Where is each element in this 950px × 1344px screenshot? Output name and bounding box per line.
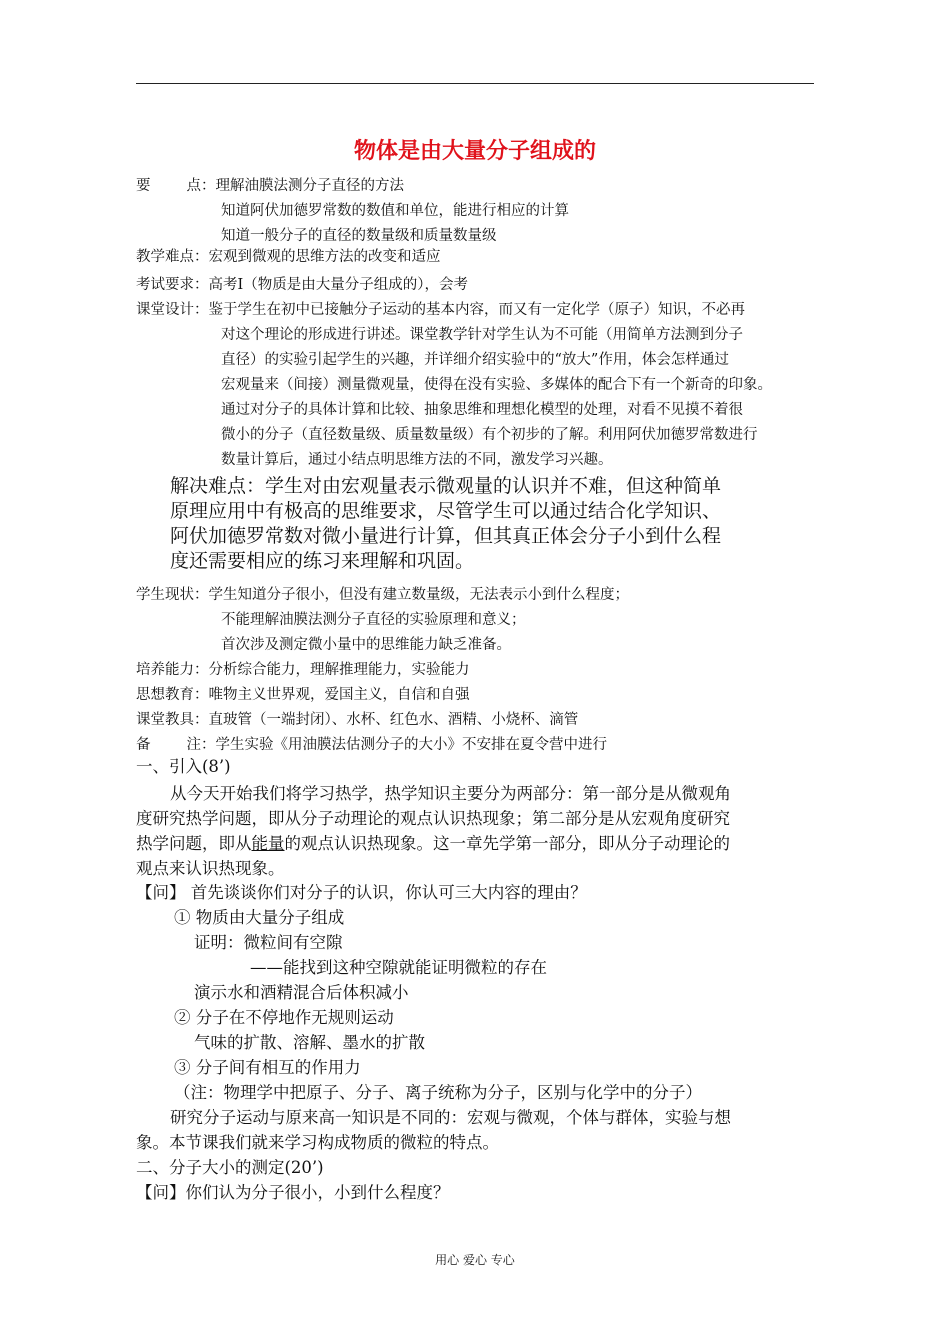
section1-para-4: 观点来认识热现象。 — [136, 859, 285, 878]
section1-para-2: 度研究热学问题，即从分子动理论的观点认识热现象；第二部分是从宏观角度研究 — [136, 809, 730, 828]
item-3: ③ 分子间有相互的作用力 — [174, 1058, 361, 1077]
section1-close-2: 象。本节课我们就来学习构成物质的微粒的特点。 — [136, 1133, 499, 1152]
design-text-7: 数量计算后，通过小结点明思维方法的不同，激发学习兴趣。 — [221, 452, 613, 468]
ability-text: 分析综合能力，理解推理能力，实验能力 — [208, 662, 470, 678]
design-text-6: 微小的分子（直径数量级、质量数量级）有个初步的了解。利用阿伏加德罗常数进行 — [221, 427, 758, 443]
status-line-1 — [136, 585, 629, 605]
section1-close-1: 研究分子运动与原来高一知识是不同的：宏观与微观，个体与群体，实验与想 — [170, 1108, 731, 1127]
page-title: 物体是由大量分子组成的 — [353, 139, 596, 164]
design-label: 课堂设计： — [136, 302, 209, 318]
status-text-1: 学生知道分子很小，但没有建立数量级，无法表示小到什么程度； — [208, 587, 629, 603]
status-label: 学生现状： — [136, 587, 209, 603]
exam-line — [136, 275, 468, 295]
section2-heading: 二、分子大小的测定(20’) — [136, 1158, 324, 1177]
key-point-2: 知道阿伏加德罗常数的数值和单位，能进行相应的计算 — [221, 203, 569, 219]
note-text: 学生实验《用油膜法估测分子的大小》不安排在夏令营中进行 — [215, 737, 607, 753]
solve-line-3: 阿伏加德罗常数对微小量进行计算，但其真正体会分子小到什么程 — [170, 525, 722, 547]
design-line-1 — [136, 300, 745, 320]
difficulty-line — [136, 247, 441, 267]
difficulty-label: 教学难点： — [136, 249, 209, 265]
solve-line-2: 原理应用中有极高的思维要求，尽管学生可以通过结合化学知识、 — [170, 500, 722, 522]
design-text-3: 直径）的实验引起学生的兴趣，并详细介绍实验中的“放大”作用，体会怎样通过 — [221, 352, 729, 368]
key-points-label-a: 要 — [136, 178, 151, 194]
status-text-3: 首次涉及测定微小量中的思维能力缺乏准备。 — [221, 637, 511, 653]
page-footer: 用心 爱心 专心 — [435, 1253, 515, 1267]
question-1: 【问】 首先谈谈你们对分子的认识，你认可三大内容的理由？ — [136, 883, 587, 902]
section2-question: 【问】你们认为分子很小，小到什么程度？ — [136, 1183, 450, 1202]
exam-text: 高考Ⅰ（物质是由大量分子组成的），会考 — [208, 277, 468, 293]
tools-text: 直玻管（一端封闭）、水杯、红色水、酒精、小烧杯、滴管 — [208, 712, 579, 728]
key-points-line-1 — [136, 176, 404, 196]
ability-label: 培养能力： — [136, 662, 209, 678]
key-points-label-b: 点： — [186, 178, 216, 194]
section1-heading: 一、引入(8’) — [136, 757, 231, 776]
tools-line — [136, 710, 578, 730]
header-rule — [136, 83, 814, 84]
ideology-line — [136, 685, 470, 705]
key-point-3: 知道一般分子的直径的数量级和质量数量级 — [221, 228, 497, 244]
exam-label: 考试要求： — [136, 277, 209, 293]
ideology-label: 思想教育： — [136, 687, 209, 703]
item-note: （注：物理学中把原子、分子、离子统称为分子，区别与化学中的分子） — [174, 1083, 702, 1102]
difficulty-text: 宏观到微观的思维方法的改变和适应 — [208, 249, 441, 265]
design-text-5: 通过对分子的具体计算和比较、抽象思维和理想化模型的处理，对看不见摸不着很 — [221, 402, 743, 418]
note-label-b: 注： — [186, 737, 216, 753]
energy-term: 能量 — [251, 834, 285, 853]
design-text-1: 鉴于学生在初中已接触分子运动的基本内容，而又有一定化学（原子）知识，不必再 — [208, 302, 745, 318]
tools-label: 课堂教具： — [136, 712, 209, 728]
key-point-1: 理解油膜法测分子直径的方法 — [215, 178, 404, 194]
section1-para-1: 从今天开始我们将学习热学，热学知识主要分为两部分：第一部分是从微观角 — [170, 784, 731, 803]
solve-line-4: 度还需要相应的练习来理解和巩固。 — [170, 550, 475, 572]
design-text-4: 宏观量来（间接）测量微观量，使得在没有实验、多媒体的配合下有一个新奇的印象。 — [221, 377, 772, 393]
ability-line — [136, 660, 470, 680]
solve-line-1: 解决难点：学生对由宏观量表示微观量的认识并不难，但这种简单 — [170, 475, 722, 497]
ideology-text: 唯物主义世界观，爱国主义，自信和自强 — [208, 687, 470, 703]
item-1: ① 物质由大量分子组成 — [174, 908, 345, 927]
note-line — [136, 735, 607, 755]
design-text-2: 对这个理论的形成进行讲述。课堂教学针对学生认为不可能（用简单方法测到分子 — [221, 327, 743, 343]
item-2-detail: 气味的扩散、溶解、墨水的扩散 — [194, 1033, 425, 1052]
status-text-2: 不能理解油膜法测分子直径的实验原理和意义； — [221, 612, 526, 628]
item-1-demo: 演示水和酒精混合后体积减小 — [194, 983, 409, 1002]
item-1-proof: 证明：微粒间有空隙 — [194, 933, 343, 952]
section1-para-3 — [136, 833, 730, 855]
section1-para-3b: 的观点认识热现象。这一章先学第一部分，即从分子动理论的 — [284, 834, 730, 853]
item-2: ② 分子在不停地作无规则运动 — [174, 1008, 394, 1027]
note-label-a: 备 — [136, 737, 151, 753]
section1-para-3a: 热学问题，即从 — [136, 834, 252, 853]
item-1-proof-detail: ——能找到这种空隙就能证明微粒的存在 — [250, 958, 547, 977]
